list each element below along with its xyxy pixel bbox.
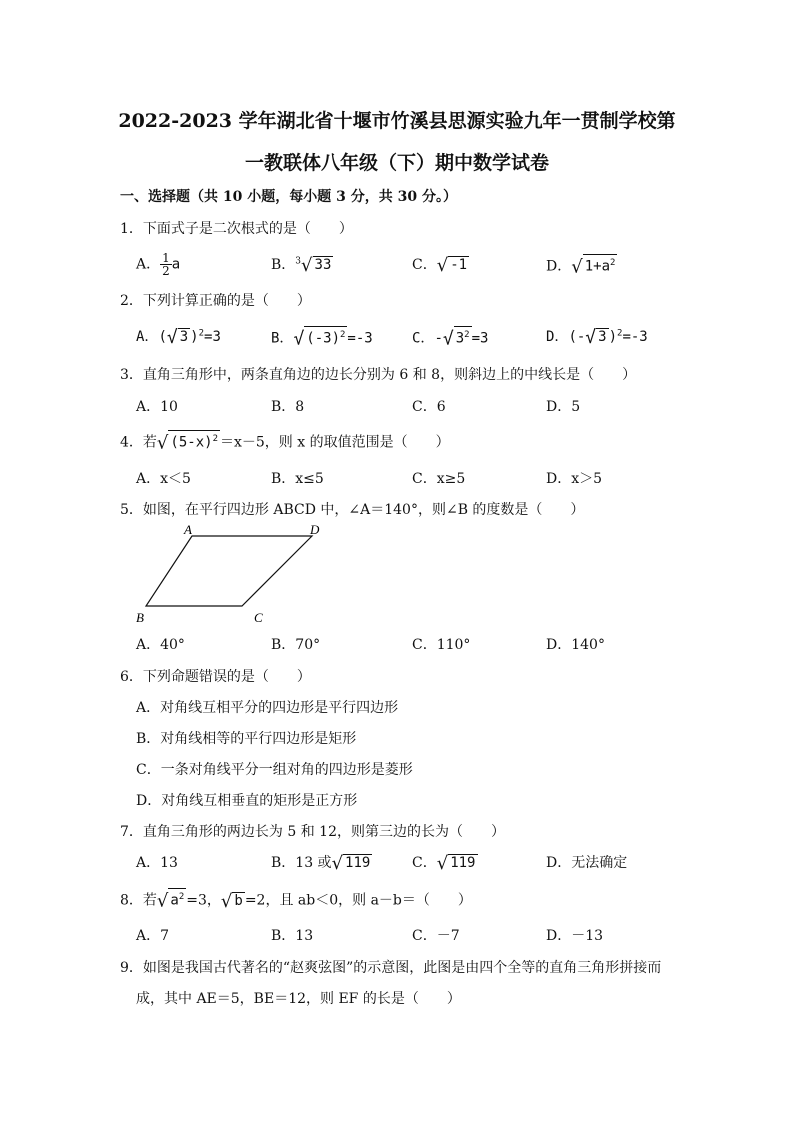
fig-label-c: C [254,610,263,625]
q3-option-d[interactable]: D．5 [546,399,581,415]
q1-option-b[interactable]: B．$^3$√ 33 [271,255,332,276]
parallelogram-figure [130,520,330,630]
q2-option-b[interactable]: B．√ $(-3)^2 =-3$ [271,326,373,350]
q3-option-a[interactable]: A．10 [136,399,178,415]
q3-option-b[interactable]: B．8 [271,399,305,415]
q5-option-a[interactable]: A．40° [136,637,185,653]
question-4-stem: 4．若√ $(5-x)^2 =x-5$，则 x 的取值范围是（ ） [120,430,450,454]
q8-option-a[interactable]: A．7 [136,928,170,944]
page-title-line1: 2022-2023 学年湖北省十堰市竹溪县思源实验九年一贯制学校第 [118,110,676,132]
q7-option-b[interactable]: B．13 或√ 119 [271,853,371,874]
question-8-stem: 8．若√ $a^2 =3$，√ b =2，且 ab＜0，则 a－b＝（ ） [120,888,472,912]
question-7-stem: 7．直角三角形的两边长为 5 和 12，则第三边的长为（ ） [120,824,505,840]
q2-option-a[interactable]: A．(√ 3 )$^2$=3 [136,327,221,348]
q8-option-d[interactable]: D．－13 [546,928,604,944]
section-heading: 一、选择题（共 10 小题，每小题 3 分，共 30 分。） [120,189,457,205]
question-1-stem: 1．下面式子是二次根式的是（ ） [120,221,353,237]
q6-option-b[interactable]: B．对角线相等的平行四边形是矩形 [136,731,357,747]
q1-option-c[interactable]: C．√ -1 [412,255,468,276]
page-title-line2: 一教联体八年级（下）期中数学试卷 [244,152,549,174]
question-2-stem: 2．下列计算正确的是（ ） [120,293,311,309]
q1-option-a[interactable]: A． $\frac{1}{2}$ a [136,251,181,278]
question-9-stem-line2: 成，其中 AE＝5，BE＝12，则 EF 的长是（ ） [136,991,461,1007]
q7-option-a[interactable]: A．13 [136,855,178,871]
q8-option-c[interactable]: C．－7 [412,928,460,944]
q7-option-c[interactable]: C．√ 119 [412,853,476,874]
q6-option-c[interactable]: C．一条对角线平分一组对角的四边形是菱形 [136,762,413,778]
fig-label-a: A [184,522,192,537]
q7-option-d[interactable]: D．无法确定 [546,855,628,871]
q6-option-d[interactable]: D．对角线互相垂直的矩形是正方形 [136,793,358,809]
q1-option-d[interactable]: D．√ $1+a^2$ [546,254,617,278]
question-3-stem: 3．直角三角形中，两条直角边的边长分别为 6 和 8，则斜边上的中线长是（ ） [120,367,637,383]
question-6-stem: 6．下列命题错误的是（ ） [120,669,311,685]
q5-option-c[interactable]: C．110° [412,637,471,653]
q2-option-c[interactable]: C．-√ $3^2 =3$ [412,326,488,350]
fig-label-d: D [310,522,320,537]
q6-option-a[interactable]: A．对角线互相平分的四边形是平行四边形 [136,700,399,716]
q2-option-d[interactable]: D．(-√ 3 )$^2$=-3 [546,327,648,348]
question-5-stem: 5．如图，在平行四边形 ABCD 中，∠A＝140°，则∠B 的度数是（ ） [120,502,585,518]
q5-option-b[interactable]: B．70° [271,637,321,653]
question-9-stem-line1: 9．如图是我国古代著名的“赵爽弦图”的示意图，此图是由四个全等的直角三角形拼接而 [120,960,662,976]
q5-option-d[interactable]: D．140° [546,637,605,653]
q4-option-b[interactable]: B．x≤5 [271,471,324,487]
q3-option-c[interactable]: C．6 [412,399,446,415]
q8-option-b[interactable]: B．13 [271,928,314,944]
q4-option-a[interactable]: A．x＜5 [136,471,191,487]
q4-option-c[interactable]: C．x≥5 [412,471,466,487]
fig-label-b: B [136,610,144,625]
q4-option-d[interactable]: D．x＞5 [546,471,603,487]
